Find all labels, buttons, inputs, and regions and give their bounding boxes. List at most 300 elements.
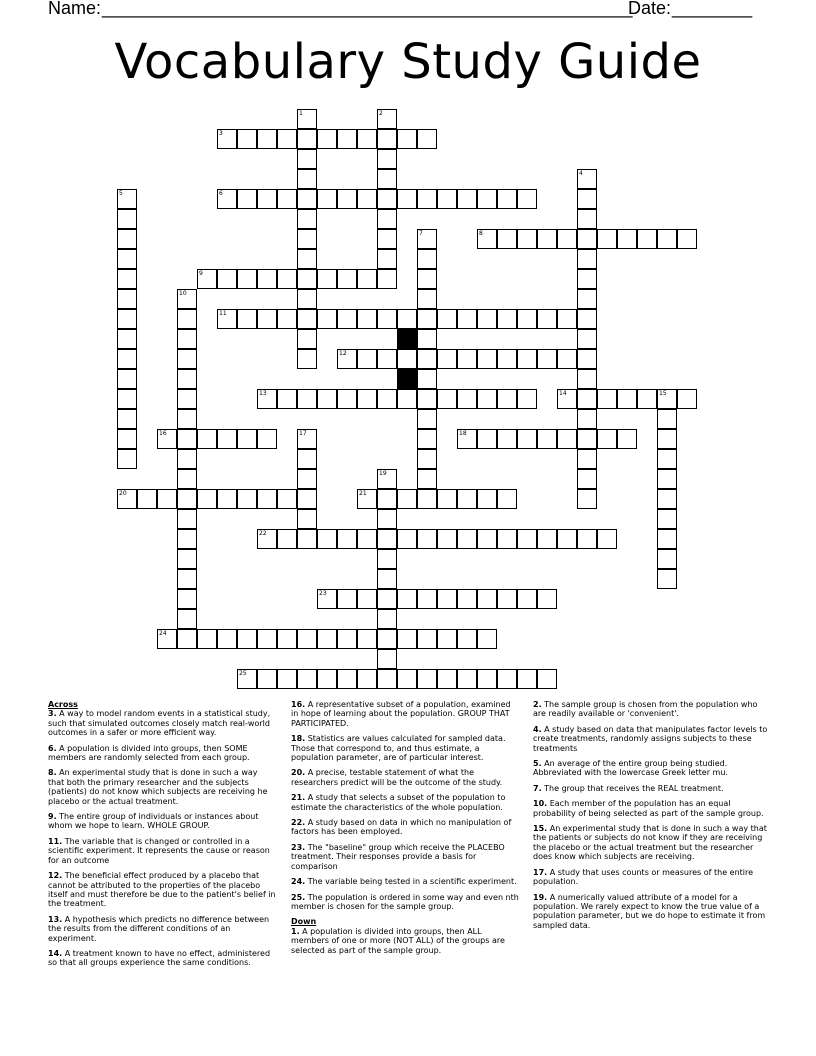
crossword-cell[interactable]: [517, 429, 537, 449]
crossword-cell[interactable]: [297, 429, 317, 449]
crossword-cell[interactable]: [457, 429, 477, 449]
crossword-cell[interactable]: [657, 429, 677, 449]
crossword-cell[interactable]: [417, 129, 437, 149]
crossword-cell[interactable]: [377, 129, 397, 149]
crossword-cell[interactable]: [337, 309, 357, 329]
crossword-cell[interactable]: [577, 349, 597, 369]
clue-across: 20. A precise, testable statement of what the researchers predict will be the outcome of the study.: [291, 768, 503, 787]
crossword-cell[interactable]: [457, 489, 477, 509]
crossword-cell[interactable]: [457, 529, 477, 549]
crossword-cell[interactable]: [217, 129, 237, 149]
crossword-cell[interactable]: [377, 349, 397, 369]
crossword-cell[interactable]: [417, 189, 437, 209]
crossword-cell[interactable]: [297, 629, 317, 649]
crossword-cell[interactable]: [657, 569, 677, 589]
crossword-cell[interactable]: [257, 389, 277, 409]
crossword-cell[interactable]: [397, 189, 417, 209]
crossword-cell[interactable]: [537, 669, 557, 689]
crossword-cell[interactable]: [177, 489, 197, 509]
crossword-cell[interactable]: [217, 269, 237, 289]
crossword-cell[interactable]: [637, 229, 657, 249]
crossword-cell[interactable]: [297, 669, 317, 689]
crossword-cell[interactable]: [397, 589, 417, 609]
crossword-cell[interactable]: [417, 329, 437, 349]
crossword-cell[interactable]: [357, 189, 377, 209]
crossword-cell[interactable]: [177, 569, 197, 589]
date-field-line[interactable]: ________: [672, 0, 753, 18]
crossword-cell[interactable]: [337, 129, 357, 149]
crossword-cell[interactable]: [377, 309, 397, 329]
name-field-line[interactable]: _____________________________________________________: [102, 0, 633, 18]
crossword-cell[interactable]: [117, 269, 137, 289]
crossword-cell[interactable]: [237, 669, 257, 689]
crossword-cell[interactable]: [657, 489, 677, 509]
crossword-cell[interactable]: [217, 309, 237, 329]
crossword-cell[interactable]: [177, 549, 197, 569]
crossword-cell[interactable]: [177, 529, 197, 549]
crossword-cell[interactable]: [417, 349, 437, 369]
crossword-cell[interactable]: [297, 189, 317, 209]
crossword-cell[interactable]: [397, 349, 417, 369]
crossword-cell[interactable]: [417, 469, 437, 489]
crossword-cell[interactable]: [577, 369, 597, 389]
crossword-cell[interactable]: [277, 389, 297, 409]
crossword-cell[interactable]: [117, 289, 137, 309]
crossword-cell[interactable]: [337, 189, 357, 209]
crossword-cell[interactable]: [357, 589, 377, 609]
crossword-cell[interactable]: [177, 509, 197, 529]
crossword-cell[interactable]: [297, 509, 317, 529]
crossword-cell[interactable]: [637, 389, 657, 409]
crossword-cell[interactable]: [477, 189, 497, 209]
crossword-cell[interactable]: [317, 629, 337, 649]
crossword-cell[interactable]: [237, 269, 257, 289]
crossword-cell[interactable]: [277, 629, 297, 649]
crossword-cell[interactable]: [297, 389, 317, 409]
crossword-cell[interactable]: [297, 449, 317, 469]
cell-number: 23: [319, 590, 327, 597]
crossword-cell[interactable]: [237, 129, 257, 149]
crossword-cell[interactable]: [257, 629, 277, 649]
crossword-cell[interactable]: [577, 489, 597, 509]
crossword-cell[interactable]: [377, 269, 397, 289]
crossword-cell[interactable]: [497, 669, 517, 689]
crossword-cell[interactable]: [437, 489, 457, 509]
crossword-cell[interactable]: [457, 389, 477, 409]
crossword-cell[interactable]: [417, 429, 437, 449]
crossword-cell[interactable]: [377, 669, 397, 689]
crossword-cell[interactable]: [357, 269, 377, 289]
crossword-cell[interactable]: [537, 309, 557, 329]
crossword-cell[interactable]: [317, 309, 337, 329]
crossword-cell[interactable]: [417, 589, 437, 609]
clue-across: 18. Statistics are values calculated for sampled data. Those that correspond to, and thus estimate, a population parameter, are of particular interest.: [291, 734, 506, 763]
crossword-cell[interactable]: [377, 169, 397, 189]
crossword-cell[interactable]: [477, 629, 497, 649]
crossword-cell[interactable]: [557, 309, 577, 329]
crossword-cell[interactable]: [317, 589, 337, 609]
crossword-cell[interactable]: [417, 309, 437, 329]
crossword-cell[interactable]: [377, 569, 397, 589]
crossword-cell[interactable]: [117, 229, 137, 249]
crossword-cell[interactable]: [117, 349, 137, 369]
crossword-cell[interactable]: [317, 529, 337, 549]
crossword-cell[interactable]: [457, 589, 477, 609]
crossword-cell[interactable]: [497, 349, 517, 369]
crossword-cell[interactable]: [357, 389, 377, 409]
crossword-cell[interactable]: [117, 329, 137, 349]
crossword-cell[interactable]: [117, 449, 137, 469]
crossword-cell[interactable]: [177, 289, 197, 309]
crossword-cell[interactable]: [257, 309, 277, 329]
cell-number: 12: [339, 350, 347, 357]
crossword-cell[interactable]: [577, 329, 597, 349]
crossword-cell[interactable]: [297, 349, 317, 369]
crossword-cell[interactable]: [357, 489, 377, 509]
clue-across: 16. A representative subset of a population, examined in hope of learning about the population. GROUP THAT PARTICIPATED.: [291, 700, 511, 728]
crossword-cell[interactable]: [257, 529, 277, 549]
crossword-cell[interactable]: [517, 589, 537, 609]
crossword-cell[interactable]: [417, 629, 437, 649]
crossword-cell[interactable]: [297, 309, 317, 329]
crossword-cell[interactable]: [577, 309, 597, 329]
crossword-cell[interactable]: [377, 389, 397, 409]
crossword-cell[interactable]: [417, 229, 437, 249]
crossword-cell[interactable]: [237, 309, 257, 329]
crossword-cell[interactable]: [657, 469, 677, 489]
crossword-cell[interactable]: [277, 669, 297, 689]
crossword-cell[interactable]: [417, 669, 437, 689]
crossword-cell[interactable]: [317, 189, 337, 209]
crossword-cell[interactable]: [437, 669, 457, 689]
crossword-cell[interactable]: [377, 549, 397, 569]
crossword-cell[interactable]: [437, 529, 457, 549]
crossword-cell[interactable]: [337, 269, 357, 289]
crossword-cell[interactable]: [297, 169, 317, 189]
crossword-cell[interactable]: [497, 489, 517, 509]
crossword-cell[interactable]: [477, 429, 497, 449]
crossword-cell[interactable]: [317, 129, 337, 149]
crossword-cell[interactable]: [657, 529, 677, 549]
crossword-cell[interactable]: [577, 289, 597, 309]
crossword-cell[interactable]: [177, 629, 197, 649]
crossword-cell[interactable]: [117, 309, 137, 329]
crossword-cell[interactable]: [377, 629, 397, 649]
crossword-cell[interactable]: [377, 209, 397, 229]
crossword-cell[interactable]: [177, 349, 197, 369]
crossword-cell[interactable]: [517, 309, 537, 329]
crossword-cell[interactable]: [277, 269, 297, 289]
crossword-cell[interactable]: [397, 489, 417, 509]
crossword-cell[interactable]: [477, 389, 497, 409]
crossword-cell[interactable]: [577, 189, 597, 209]
crossword-cell[interactable]: [257, 189, 277, 209]
crossword-cell[interactable]: [337, 529, 357, 549]
crossword-cell[interactable]: [337, 389, 357, 409]
crossword-cell[interactable]: [397, 629, 417, 649]
crossword-cell[interactable]: [437, 589, 457, 609]
crossword-cell[interactable]: [597, 389, 617, 409]
clue-across: 3. A way to model random events in a statistical study, such that simulated outcomes closely match real-world outcomes in a safer or more efficient way.: [48, 709, 271, 738]
crossword-cell[interactable]: [257, 269, 277, 289]
crossword-cell[interactable]: [317, 669, 337, 689]
crossword-cell[interactable]: [277, 189, 297, 209]
crossword-cell[interactable]: [297, 489, 317, 509]
crossword-cell[interactable]: [217, 629, 237, 649]
crossword-cell[interactable]: [517, 229, 537, 249]
crossword-cell[interactable]: [597, 429, 617, 449]
crossword-cell[interactable]: [377, 609, 397, 629]
crossword-cell[interactable]: [257, 429, 277, 449]
crossword-cell[interactable]: [337, 349, 357, 369]
crossword-cell[interactable]: [337, 589, 357, 609]
crossword-cell[interactable]: [177, 589, 197, 609]
crossword-cell[interactable]: [657, 509, 677, 529]
crossword-cell[interactable]: [177, 609, 197, 629]
crossword-cell[interactable]: [517, 529, 537, 549]
crossword-cell[interactable]: [177, 449, 197, 469]
crossword-cell[interactable]: [177, 469, 197, 489]
crossword-cell[interactable]: [497, 529, 517, 549]
crossword-cell[interactable]: [117, 429, 137, 449]
crossword-cell[interactable]: [357, 309, 377, 329]
crossword-cell[interactable]: [537, 229, 557, 249]
crossword-cell[interactable]: [217, 189, 237, 209]
crossword-cell[interactable]: [577, 429, 597, 449]
crossword-cell[interactable]: [137, 489, 157, 509]
crossword-cell[interactable]: [197, 429, 217, 449]
crossword-cell[interactable]: [497, 229, 517, 249]
crossword-cell[interactable]: [597, 529, 617, 549]
crossword-cell[interactable]: [177, 329, 197, 349]
crossword-cell[interactable]: [497, 389, 517, 409]
crossword-cell[interactable]: [377, 589, 397, 609]
crossword-cell[interactable]: [317, 269, 337, 289]
crossword-cell[interactable]: [497, 429, 517, 449]
crossword-cell[interactable]: [257, 669, 277, 689]
cell-number: 16: [159, 430, 167, 437]
crossword-cell[interactable]: [437, 189, 457, 209]
crossword-cell[interactable]: [657, 409, 677, 429]
crossword-cell[interactable]: [177, 309, 197, 329]
crossword-cell[interactable]: [417, 369, 437, 389]
crossword-cell[interactable]: [477, 529, 497, 549]
crossword-cell[interactable]: [537, 529, 557, 549]
crossword-cell[interactable]: [477, 309, 497, 329]
crossword-cell[interactable]: [357, 349, 377, 369]
crossword-cell[interactable]: [477, 229, 497, 249]
crossword-cell[interactable]: [417, 269, 437, 289]
crossword-cell[interactable]: [657, 389, 677, 409]
clue-down: 19. A numerically valued attribute of a model for a population. We rarely expect to know the true value of a population parameter, but we do hope to estimate it from sampled data.: [533, 892, 766, 930]
crossword-cell[interactable]: [297, 229, 317, 249]
crossword-cell[interactable]: [417, 249, 437, 269]
crossword-cell[interactable]: [297, 469, 317, 489]
crossword-cell[interactable]: [417, 389, 437, 409]
crossword-cell[interactable]: [177, 429, 197, 449]
crossword-cell[interactable]: [617, 229, 637, 249]
crossword-cell[interactable]: [477, 669, 497, 689]
crossword-cell[interactable]: [417, 289, 437, 309]
crossword-cell[interactable]: [457, 629, 477, 649]
crossword-cell[interactable]: [217, 429, 237, 449]
crossword-cell[interactable]: [557, 349, 577, 369]
crossword-cell[interactable]: [237, 629, 257, 649]
crossword-cell[interactable]: [377, 529, 397, 549]
crossword-cell[interactable]: [617, 389, 637, 409]
crossword-cell[interactable]: [577, 209, 597, 229]
crossword-cell[interactable]: [437, 349, 457, 369]
cell-number: 3: [219, 130, 223, 137]
crossword-cell[interactable]: [657, 449, 677, 469]
crossword-cell[interactable]: [537, 349, 557, 369]
crossword-cell[interactable]: [117, 189, 137, 209]
crossword-cell[interactable]: [577, 389, 597, 409]
crossword-cell[interactable]: [277, 529, 297, 549]
crossword-cell[interactable]: [237, 489, 257, 509]
crossword-cell[interactable]: [357, 129, 377, 149]
crossword-cell[interactable]: [377, 109, 397, 129]
crossword-cell[interactable]: [317, 389, 337, 409]
crossword-cell[interactable]: [157, 489, 177, 509]
crossword-cell[interactable]: [397, 129, 417, 149]
crossword-cell[interactable]: [337, 669, 357, 689]
crossword-cell[interactable]: [117, 409, 137, 429]
crossword-cell[interactable]: [577, 409, 597, 429]
clue-across: 6. A population is divided into groups, then SOME members are randomly selected from each group.: [48, 743, 250, 763]
crossword-cell[interactable]: [177, 409, 197, 429]
crossword-cell[interactable]: [577, 249, 597, 269]
crossword-cell[interactable]: [377, 469, 397, 489]
crossword-cell[interactable]: [117, 209, 137, 229]
crossword-cell[interactable]: [377, 229, 397, 249]
clue-across: 23. The "baseline" group which receive the PLACEBO treatment. Their responses provide a basis for comparison: [291, 842, 505, 871]
crossword-cell[interactable]: [357, 629, 377, 649]
crossword-cell[interactable]: [397, 389, 417, 409]
crossword-cell[interactable]: [497, 309, 517, 329]
clue-down: 5. An average of the entire group being studied. Abbreviated with the lowercase Greek letter mu.: [533, 759, 728, 778]
crossword-cell[interactable]: [417, 489, 437, 509]
crossword-cell[interactable]: [557, 389, 577, 409]
crossword-cell[interactable]: [457, 189, 477, 209]
crossword-cell[interactable]: [297, 129, 317, 149]
crossword-cell[interactable]: [297, 329, 317, 349]
crossword-cell[interactable]: [297, 149, 317, 169]
crossword-cell[interactable]: [357, 529, 377, 549]
crossword-cell[interactable]: [577, 269, 597, 289]
crossword-cell[interactable]: [417, 409, 437, 429]
crossword-cell[interactable]: [157, 629, 177, 649]
cell-number: 24: [159, 630, 167, 637]
crossword-cell[interactable]: [457, 309, 477, 329]
crossword-cell[interactable]: [517, 669, 537, 689]
crossword-cell[interactable]: [497, 589, 517, 609]
crossword-cell[interactable]: [197, 269, 217, 289]
crossword-cell[interactable]: [517, 189, 537, 209]
crossword-cell[interactable]: [397, 529, 417, 549]
crossword-cell[interactable]: [277, 309, 297, 329]
crossword-cell[interactable]: [457, 669, 477, 689]
crossword-cell[interactable]: [497, 189, 517, 209]
crossword-cell[interactable]: [437, 389, 457, 409]
crossword-cell[interactable]: [177, 369, 197, 389]
crossword-cell[interactable]: [557, 529, 577, 549]
crossword-cell[interactable]: [277, 129, 297, 149]
crossword-cell[interactable]: [557, 229, 577, 249]
crossword-cell[interactable]: [377, 149, 397, 169]
crossword-cell[interactable]: [477, 349, 497, 369]
crossword-cell[interactable]: [297, 269, 317, 289]
crossword-cell[interactable]: [377, 489, 397, 509]
crossword-cell[interactable]: [657, 549, 677, 569]
crossword-cell[interactable]: [157, 429, 177, 449]
crossword-cell[interactable]: [577, 469, 597, 489]
crossword-cell[interactable]: [237, 429, 257, 449]
crossword-cell[interactable]: [537, 429, 557, 449]
crossword-cell[interactable]: [457, 349, 477, 369]
crossword-cell[interactable]: [197, 489, 217, 509]
crossword-cell[interactable]: [297, 209, 317, 229]
crossword-cell[interactable]: [257, 489, 277, 509]
crossword-cell[interactable]: [677, 389, 697, 409]
crossword-cell[interactable]: [117, 369, 137, 389]
crossword-cell[interactable]: [477, 589, 497, 609]
crossword-cell[interactable]: [617, 429, 637, 449]
crossword-cell[interactable]: [577, 169, 597, 189]
crossword-cell[interactable]: [517, 389, 537, 409]
crossword-cell[interactable]: [417, 529, 437, 549]
clue-down: 4. A study based on data that manipulates factor levels to create treatments, randomly assigns subjects to these treatments: [533, 724, 768, 753]
crossword-cell[interactable]: [297, 289, 317, 309]
crossword-cell[interactable]: [377, 249, 397, 269]
crossword-cell[interactable]: [437, 309, 457, 329]
crossword-cell[interactable]: [277, 489, 297, 509]
crossword-cell[interactable]: [117, 249, 137, 269]
crossword-cell[interactable]: [677, 229, 697, 249]
crossword-cell[interactable]: [597, 229, 617, 249]
crossword-cell[interactable]: [117, 489, 137, 509]
crossword-cell[interactable]: [377, 509, 397, 529]
across-heading: Across: [48, 700, 78, 709]
crossword-cell[interactable]: [297, 249, 317, 269]
crossword-cell[interactable]: [337, 629, 357, 649]
crossword-cell[interactable]: [537, 589, 557, 609]
crossword-cell[interactable]: [517, 349, 537, 369]
crossword-cell[interactable]: [217, 489, 237, 509]
crossword-cell[interactable]: [657, 229, 677, 249]
crossword-cell[interactable]: [197, 629, 217, 649]
crossword-cell[interactable]: [377, 189, 397, 209]
crossword-cell[interactable]: [177, 389, 197, 409]
crossword-cell[interactable]: [117, 389, 137, 409]
crossword-cell[interactable]: [377, 649, 397, 669]
crossword-cell[interactable]: [477, 489, 497, 509]
crossword-cell[interactable]: [237, 189, 257, 209]
crossword-cell[interactable]: [357, 669, 377, 689]
crossword-cell[interactable]: [297, 529, 317, 549]
crossword-cell[interactable]: [417, 449, 437, 469]
crossword-cell[interactable]: [397, 669, 417, 689]
crossword-cell[interactable]: [577, 529, 597, 549]
crossword-cell[interactable]: [297, 109, 317, 129]
crossword-cell[interactable]: [437, 629, 457, 649]
crossword-cell[interactable]: [577, 229, 597, 249]
clue-across: 14. A treatment known to have no effect, administered so that all groups experience the same conditions.: [48, 948, 271, 968]
crossword-cell[interactable]: [577, 449, 597, 469]
crossword-cell[interactable]: [557, 429, 577, 449]
crossword-cell[interactable]: [397, 309, 417, 329]
crossword-cell[interactable]: [257, 129, 277, 149]
